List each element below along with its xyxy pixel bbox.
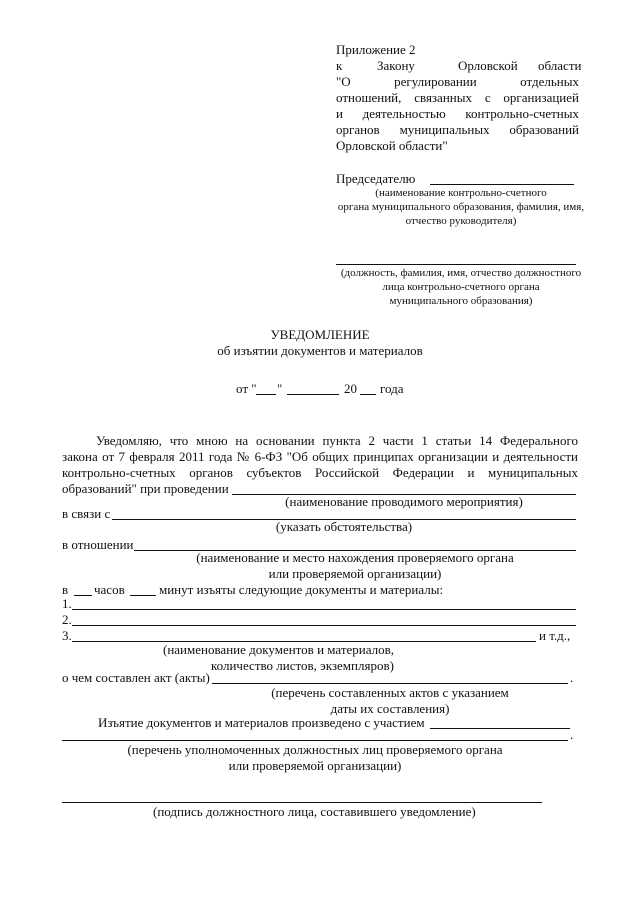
body-paragraph-line: образований" при проведении: [62, 481, 229, 496]
participants-blank: [430, 728, 570, 729]
date-prefix: от ": [236, 381, 257, 396]
time-v: в: [62, 582, 69, 597]
body-paragraph-line: контрольно-счетных органов субъектов Российской Федерации и муниципальных: [62, 465, 578, 480]
document-subtitle: об изъятии документов и материалов: [217, 343, 423, 358]
in-connection-label: в связи с: [62, 506, 111, 521]
signature-line: [62, 802, 542, 803]
appendix-orl: Орловской: [458, 58, 518, 73]
organization-caption: или проверяемой организации): [268, 566, 442, 581]
item-blank: [72, 625, 576, 626]
item-blank: [72, 609, 576, 610]
time-hours: часов: [94, 582, 125, 597]
appendix-law-line: "О регулировании отдельных: [336, 74, 579, 89]
organization-caption: (наименование и место нахождения проверяемого органа: [196, 550, 514, 565]
appendix-law-line: органов муниципальных образований: [336, 122, 579, 137]
persons-caption: или проверяемой организации): [228, 758, 402, 773]
addressee-caption: (наименование контрольно-счетного: [375, 187, 547, 199]
official-caption: (должность, фамилия, имя, отчество должностного: [340, 267, 582, 279]
acts-caption: даты их составления): [330, 701, 450, 716]
addressee-line: [430, 184, 574, 185]
appendix-title: Приложение 2: [336, 42, 416, 57]
document-title: УВЕДОМЛЕНИЕ: [270, 327, 370, 342]
docs-caption: количество листов, экземпляров): [211, 658, 394, 673]
docs-caption: (наименование документов и материалов,: [163, 642, 395, 657]
circumstances-caption: (указать обстоятельства): [275, 519, 413, 534]
persons-caption: (перечень уполномоченных должностных лиц проверяемого органа: [127, 742, 503, 757]
item-number: 1.: [62, 596, 72, 611]
participants-blank-2: [62, 740, 568, 741]
item-number: 3.: [62, 628, 72, 643]
act-period: .: [570, 670, 574, 685]
body-paragraph-line: Уведомляю, что мною на основании пункта 2 части 1 статьи 14 Федерального: [96, 433, 578, 448]
signature-caption: (подпись должностного лица, составившего уведомление): [153, 804, 476, 819]
date-suffix: года: [380, 381, 404, 396]
appendix-law-line: и деятельностью контрольно-счетных: [336, 106, 579, 121]
act-label: о чем составлен акт (акты): [62, 670, 210, 685]
date-month-blank: [287, 394, 339, 395]
appendix-law-line: отношений, связанных с организацией: [336, 90, 579, 105]
acts-blank: [212, 683, 568, 684]
time-rest: минут изъяты следующие документы и материалы:: [159, 582, 444, 597]
event-caption: (наименование проводимого мероприятия): [285, 494, 523, 509]
date-day-blank: [256, 394, 276, 395]
official-line: [336, 264, 576, 265]
acts-caption: (перечень составленных актов с указанием: [271, 685, 509, 700]
official-caption: муниципального образования): [389, 295, 533, 307]
appendix-obl: области: [538, 58, 582, 73]
date-year-blank: [360, 394, 376, 395]
appendix-law-line: Орловской области": [336, 138, 448, 153]
minutes-blank: [130, 595, 156, 596]
body-paragraph-line: закона от 7 февраля 2011 года № 6-ФЗ "Об общих принципах организации и деятельности: [62, 449, 578, 464]
seizure-period: .: [570, 727, 574, 742]
item-number: 2.: [62, 612, 72, 627]
regarding-label: в отношении: [62, 537, 134, 552]
addressee-label: Председателю: [336, 171, 416, 186]
hours-blank: [74, 595, 92, 596]
date-year: 20: [344, 381, 357, 396]
appendix-k: к: [336, 58, 343, 73]
addressee-caption: отчество руководителя): [405, 215, 517, 227]
appendix-zakonu: Закону: [377, 58, 415, 73]
official-caption: лица контрольно-счетного органа: [382, 281, 540, 293]
date-quote: ": [277, 381, 283, 396]
etc-label: и т.д.,: [539, 628, 571, 643]
addressee-caption: органа муниципального образования, фамилия, имя,: [337, 201, 585, 213]
seizure-label: Изъятие документов и материалов произведено с участием: [98, 715, 425, 730]
